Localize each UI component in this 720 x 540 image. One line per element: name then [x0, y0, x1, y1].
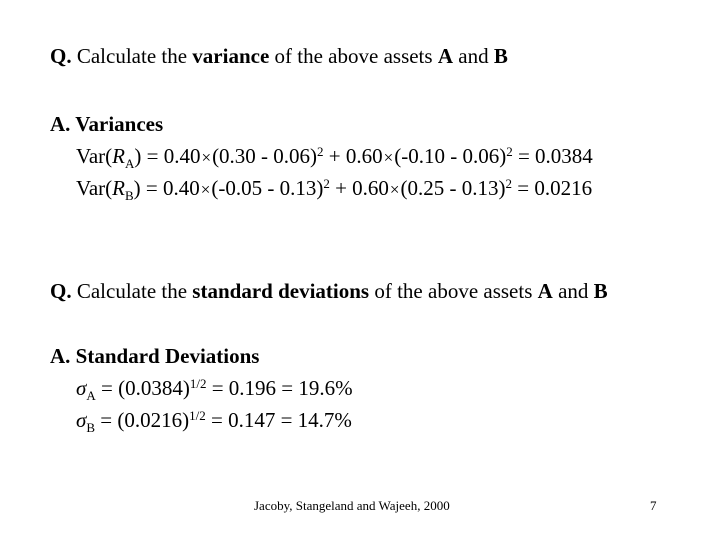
formula-text: (0.30 - 0.06) [212, 144, 318, 168]
sigma-symbol: σ [76, 376, 87, 400]
formula-return-symbol: R [112, 144, 125, 168]
question-emphasis: standard deviations [192, 279, 370, 303]
formula-result: = 0.147 = 14.7% [205, 408, 352, 432]
formula-text: = (0.0216) [95, 408, 190, 432]
formula-return-symbol: R [112, 176, 125, 200]
sigma-symbol: σ [76, 408, 87, 432]
question-text-1: Calculate the [71, 279, 193, 303]
formula-result: = 0.0384 [512, 144, 593, 168]
asset-a-label: A [437, 44, 453, 68]
footer-credit: Jacoby, Stangeland and Wajeeh, 2000 [254, 498, 450, 513]
formula-result: = 0.196 = 19.6% [206, 376, 353, 400]
formula-text: (-0.10 - 0.06) [394, 144, 507, 168]
formula-exponent: 1/2 [189, 408, 206, 423]
asset-b-label: B [493, 44, 508, 68]
multiply-symbol: × [389, 180, 400, 199]
formula-subscript: B [124, 188, 134, 203]
formula-text: ) = 0.40 [134, 144, 201, 168]
multiply-symbol: × [383, 148, 394, 167]
formula-exponent: 2 [505, 176, 512, 191]
answer-prefix: A. [50, 112, 71, 136]
answer-prefix: A. [50, 344, 71, 368]
formula-exponent: 1/2 [189, 376, 207, 391]
question-and: and [552, 279, 594, 303]
formula-result: = 0.0216 [512, 176, 593, 200]
formula-exponent: 2 [506, 144, 513, 159]
std-dev-b-formula [76, 408, 352, 435]
answer-std-dev-heading [50, 344, 259, 368]
formula-text: (-0.05 - 0.13) [211, 176, 324, 200]
answer-variances-heading [50, 112, 163, 136]
formula-text: + 0.60 [329, 176, 389, 200]
multiply-symbol: × [201, 148, 212, 167]
multiply-symbol: × [200, 180, 211, 199]
std-dev-a-formula [76, 376, 353, 403]
question-emphasis: variance [192, 44, 270, 68]
formula-subscript: B [86, 420, 96, 435]
question-text-1: Calculate the [71, 44, 193, 68]
variance-a-formula [76, 144, 593, 171]
formula-text: (0.25 - 0.13) [400, 176, 506, 200]
formula-exponent: 2 [323, 176, 330, 191]
formula-text: = (0.0384) [95, 376, 190, 400]
formula-subscript: A [86, 388, 96, 403]
question-standard-deviation [50, 279, 608, 303]
asset-b-label: B [593, 279, 608, 303]
formula-text: Var( [76, 176, 113, 200]
formula-exponent: 2 [317, 144, 324, 159]
answer-heading: Variances [70, 112, 164, 136]
formula-subscript: A [124, 156, 135, 171]
formula-text: + 0.60 [323, 144, 383, 168]
question-variance [50, 44, 508, 68]
question-text-2: of the above assets [269, 44, 438, 68]
page-number: 7 [650, 498, 657, 513]
variance-b-formula [76, 176, 592, 203]
answer-heading: Standard Deviations [70, 344, 260, 368]
question-and: and [453, 44, 494, 68]
asset-a-label: A [537, 279, 553, 303]
question-prefix: Q. [50, 44, 72, 68]
question-prefix: Q. [50, 279, 72, 303]
formula-text: Var( [76, 144, 113, 168]
question-text-2: of the above assets [369, 279, 538, 303]
formula-text: ) = 0.40 [133, 176, 200, 200]
